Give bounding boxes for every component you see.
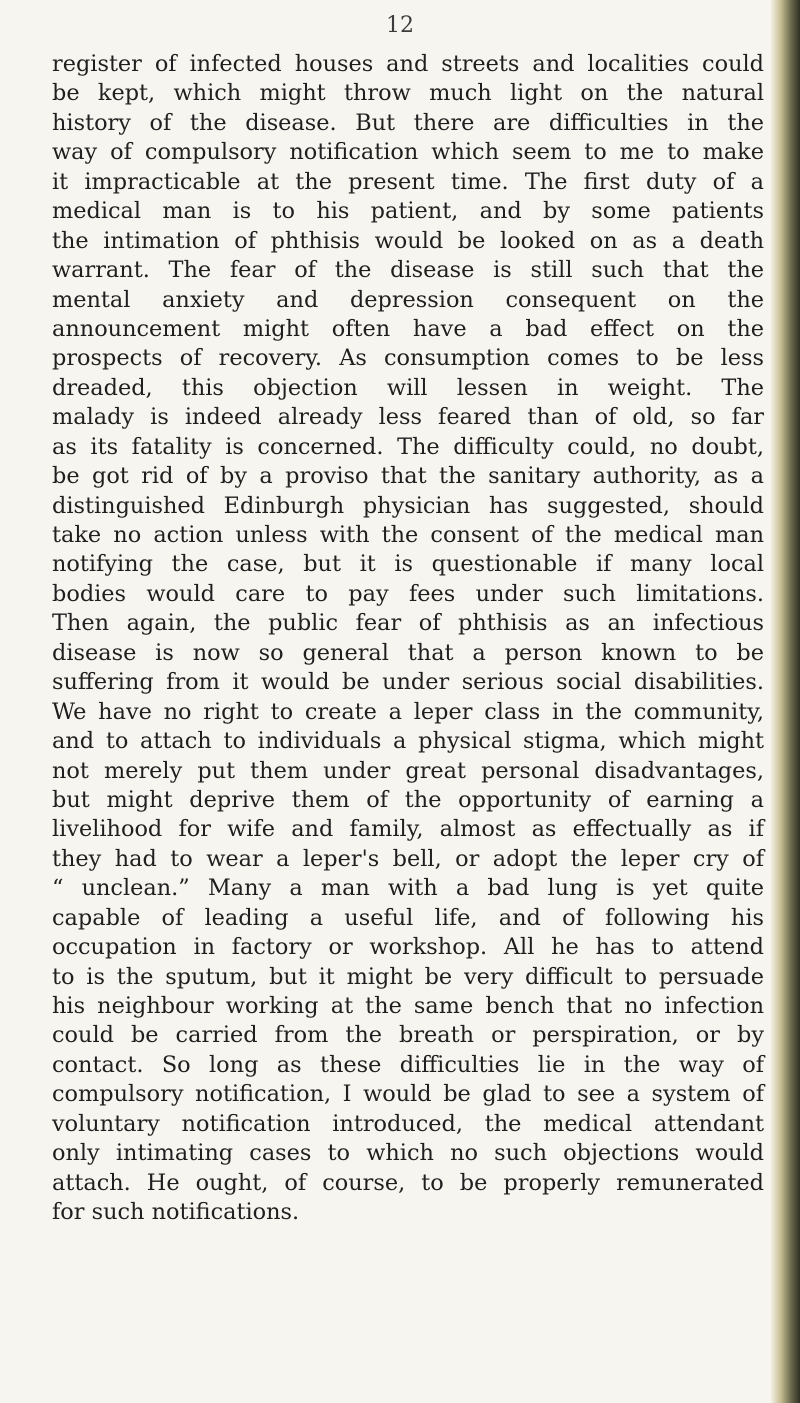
text-line: be kept, which might throw much light on the natural <box>52 80 764 107</box>
text-line: livelihood for wife and family, almost as effectually as if <box>52 816 764 843</box>
text-line: contact. So long as these difficulties lie in the way of <box>52 1051 764 1078</box>
text-line: announcement might often have a bad effect on the <box>52 315 764 342</box>
text-line: his neighbour working at the same bench that no infection <box>52 993 764 1019</box>
text-line: to is the sputum, but it might be very difficult to persuade <box>52 963 764 990</box>
text-line: attach. He ought, of course, to be properly remunerated <box>52 1169 764 1196</box>
text-line: prospects of recovery. As consumption comes to be less <box>52 345 764 372</box>
text-line: capable of leading a useful life, and of following his <box>52 904 764 931</box>
text-line: it impracticable at the present time. The first duty of a <box>52 168 764 195</box>
text-line: medical man is to his patient, and by some patients <box>52 198 764 225</box>
text-line: occupation in factory or workshop. All he has to attend <box>52 934 764 961</box>
text-line: warrant. The fear of the disease is still such that the <box>52 257 764 284</box>
text-line: voluntary notification introduced, the medical attendant <box>52 1110 764 1137</box>
text-line: the intimation of phthisis would be looked on as a death <box>52 227 764 254</box>
text-line: only intimating cases to which no such objections would <box>52 1140 764 1167</box>
text-line: way of compulsory notification which seem to me to make <box>52 139 764 166</box>
page-number: 12 <box>386 13 414 38</box>
text-line: take no action unless with the consent of the medical man <box>52 522 764 548</box>
text-line: We have no right to create a leper class in the community, <box>52 698 764 725</box>
text-line: compulsory notification, I would be glad to see a system of <box>52 1081 764 1108</box>
text-line: Then again, the public fear of phthisis as an infectious <box>52 610 764 637</box>
text-line: suffering from it would be under serious social disabilities. <box>52 669 764 696</box>
text-line: as its fatality is concerned. The difficulty could, no doubt, <box>52 433 764 460</box>
text-line: notifying the case, but it is questionable if many local <box>52 551 764 578</box>
body-paragraph <box>52 50 764 1228</box>
text-line: for such notifications. <box>52 1199 300 1226</box>
text-line: could be carried from the breath or perspiration, or by <box>52 1022 764 1049</box>
text-line: be got rid of by a proviso that the sanitary authority, as a <box>52 463 764 490</box>
text-line: distinguished Edinburgh physician has suggested, should <box>52 492 764 519</box>
text-line: mental anxiety and depression consequent on the <box>52 286 764 313</box>
text-line: history of the disease. But there are difficulties in the <box>52 109 764 136</box>
text-line: malady is indeed already less feared than of old, so far <box>52 404 764 431</box>
text-line: bodies would care to pay fees under such limitations. <box>52 580 764 607</box>
text-line: dreaded, this objection will lessen in weight. The <box>52 374 764 401</box>
text-line: but might deprive them of the opportunity of earning a <box>52 786 764 813</box>
text-line: disease is now so general that a person known to be <box>52 639 764 666</box>
text-line: register of infected houses and streets and localities could <box>52 51 764 77</box>
page-edge-shadow <box>770 0 800 1403</box>
text-line: and to attach to individuals a physical stigma, which might <box>52 728 764 755</box>
text-line: they had to wear a leper's bell, or adopt the leper cry of <box>52 845 764 872</box>
text-line: not merely put them under great personal disadvantages, <box>52 757 764 784</box>
text-line: “ unclean.” Many a man with a bad lung is yet quite <box>52 875 764 902</box>
